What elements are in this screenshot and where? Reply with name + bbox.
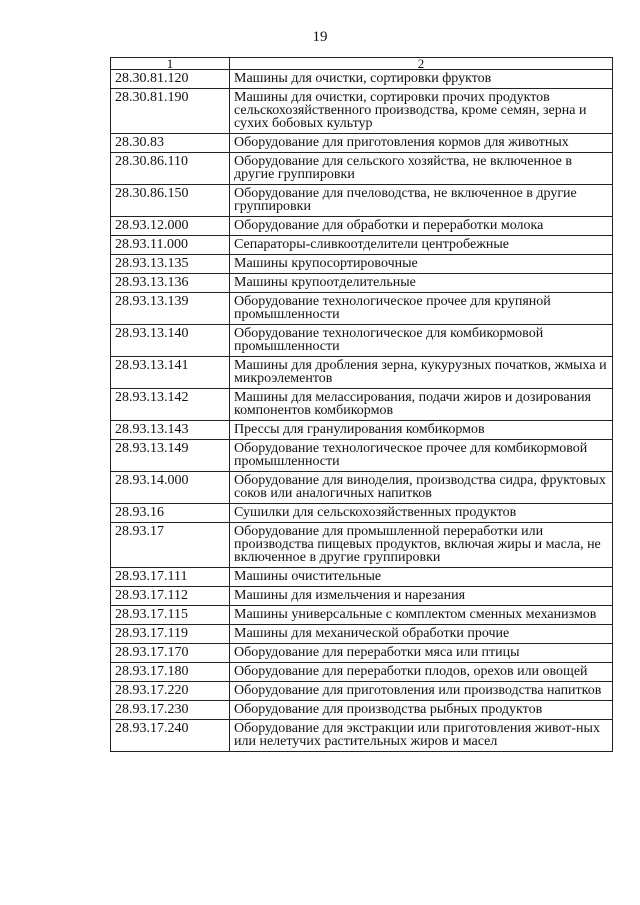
row-name: Оборудование технологическое для комбикормовой промышленности <box>230 325 613 357</box>
row-name: Оборудование для экстракции или приготовления живот-ных или нелетучих растительных жиров и масел <box>230 720 613 752</box>
column-header-name: 2 <box>230 58 613 70</box>
row-name: Оборудование для пчеловодства, не включенное в другие группировки <box>230 185 613 217</box>
row-name: Оборудование для производства рыбных продуктов <box>230 701 613 720</box>
table-body <box>111 70 613 752</box>
row-name: Машины для очистки, сортировки прочих продуктов сельскохозяйственного производства, кроме семян, зерна и сухих бобовых культур <box>230 89 613 134</box>
row-name: Оборудование технологическое прочее для комбикормовой промышленности <box>230 440 613 472</box>
table-row <box>111 625 613 644</box>
table-row <box>111 606 613 625</box>
row-code: 28.93.17.112 <box>111 587 230 606</box>
row-name: Оборудование для приготовления или производства напитков <box>230 682 613 701</box>
row-name: Оборудование для переработки плодов, орехов или овощей <box>230 663 613 682</box>
row-code: 28.93.14.000 <box>111 472 230 504</box>
row-code: 28.93.17.119 <box>111 625 230 644</box>
row-name: Машины крупоотделительные <box>230 274 613 293</box>
row-name: Машины крупосортировочные <box>230 255 613 274</box>
row-code: 28.93.17.230 <box>111 701 230 720</box>
row-code: 28.93.17.180 <box>111 663 230 682</box>
row-name: Оборудование для промышленной переработки или производства пищевых продуктов, включая жиры и масла, не включенное в другие группировки <box>230 523 613 568</box>
row-code: 28.93.16 <box>111 504 230 523</box>
row-name: Машины для механической обработки прочие <box>230 625 613 644</box>
row-code: 28.93.13.149 <box>111 440 230 472</box>
row-name: Машины универсальные с комплектом сменных механизмов <box>230 606 613 625</box>
table-row <box>111 587 613 606</box>
table-row <box>111 89 613 134</box>
row-code: 28.30.86.110 <box>111 153 230 185</box>
row-name: Оборудование для виноделия, производства сидра, фруктовых соков или аналогичных напитков <box>230 472 613 504</box>
row-code: 28.93.17.115 <box>111 606 230 625</box>
row-name: Машины для мелассирования, подачи жиров и дозирования компонентов комбикормов <box>230 389 613 421</box>
row-code: 28.93.17.240 <box>111 720 230 752</box>
table-row <box>111 701 613 720</box>
row-name: Прессы для гранулирования комбикормов <box>230 421 613 440</box>
row-code: 28.93.17 <box>111 523 230 568</box>
table-row <box>111 293 613 325</box>
row-name: Оборудование технологическое прочее для крупяной промышленности <box>230 293 613 325</box>
table-row <box>111 357 613 389</box>
row-code: 28.93.17.170 <box>111 644 230 663</box>
row-name: Машины для дробления зерна, кукурузных початков, жмыха и микроэлементов <box>230 357 613 389</box>
table-row <box>111 185 613 217</box>
table-row <box>111 440 613 472</box>
page-number: 19 <box>312 29 328 45</box>
row-name: Оборудование для обработки и переработки молока <box>230 217 613 236</box>
table-row <box>111 274 613 293</box>
row-code: 28.30.81.190 <box>111 89 230 134</box>
table-row <box>111 421 613 440</box>
row-code: 28.93.13.139 <box>111 293 230 325</box>
row-code: 28.93.13.136 <box>111 274 230 293</box>
table-header-row <box>111 58 613 70</box>
row-code: 28.93.13.135 <box>111 255 230 274</box>
row-name: Машины для очистки, сортировки фруктов <box>230 70 613 89</box>
row-code: 28.93.13.141 <box>111 357 230 389</box>
column-header-code: 1 <box>111 58 230 70</box>
row-code: 28.93.13.140 <box>111 325 230 357</box>
table-row <box>111 504 613 523</box>
table-row <box>111 236 613 255</box>
table-row <box>111 682 613 701</box>
row-name: Оборудование для сельского хозяйства, не включенное в другие группировки <box>230 153 613 185</box>
row-code: 28.93.13.143 <box>111 421 230 440</box>
table-row <box>111 217 613 236</box>
row-name: Сепараторы-сливкоотделители центробежные <box>230 236 613 255</box>
row-code: 28.93.17.111 <box>111 568 230 587</box>
table-row <box>111 644 613 663</box>
row-code: 28.93.12.000 <box>111 217 230 236</box>
row-code: 28.93.17.220 <box>111 682 230 701</box>
table-row <box>111 153 613 185</box>
table-row <box>111 255 613 274</box>
equipment-codes-table <box>110 57 613 752</box>
row-name: Сушилки для сельскохозяйственных продуктов <box>230 504 613 523</box>
row-code: 28.93.11.000 <box>111 236 230 255</box>
table-row <box>111 389 613 421</box>
row-code: 28.30.81.120 <box>111 70 230 89</box>
table-row <box>111 720 613 752</box>
table-row <box>111 663 613 682</box>
row-code: 28.93.13.142 <box>111 389 230 421</box>
row-name: Машины очистительные <box>230 568 613 587</box>
table-row <box>111 70 613 89</box>
table-row <box>111 134 613 153</box>
table-row <box>111 568 613 587</box>
row-code: 28.30.83 <box>111 134 230 153</box>
table-row <box>111 523 613 568</box>
table-row <box>111 325 613 357</box>
row-name: Машины для измельчения и нарезания <box>230 587 613 606</box>
row-name: Оборудование для переработки мяса или птицы <box>230 644 613 663</box>
row-name: Оборудование для приготовления кормов для животных <box>230 134 613 153</box>
row-code: 28.30.86.150 <box>111 185 230 217</box>
table-row <box>111 472 613 504</box>
